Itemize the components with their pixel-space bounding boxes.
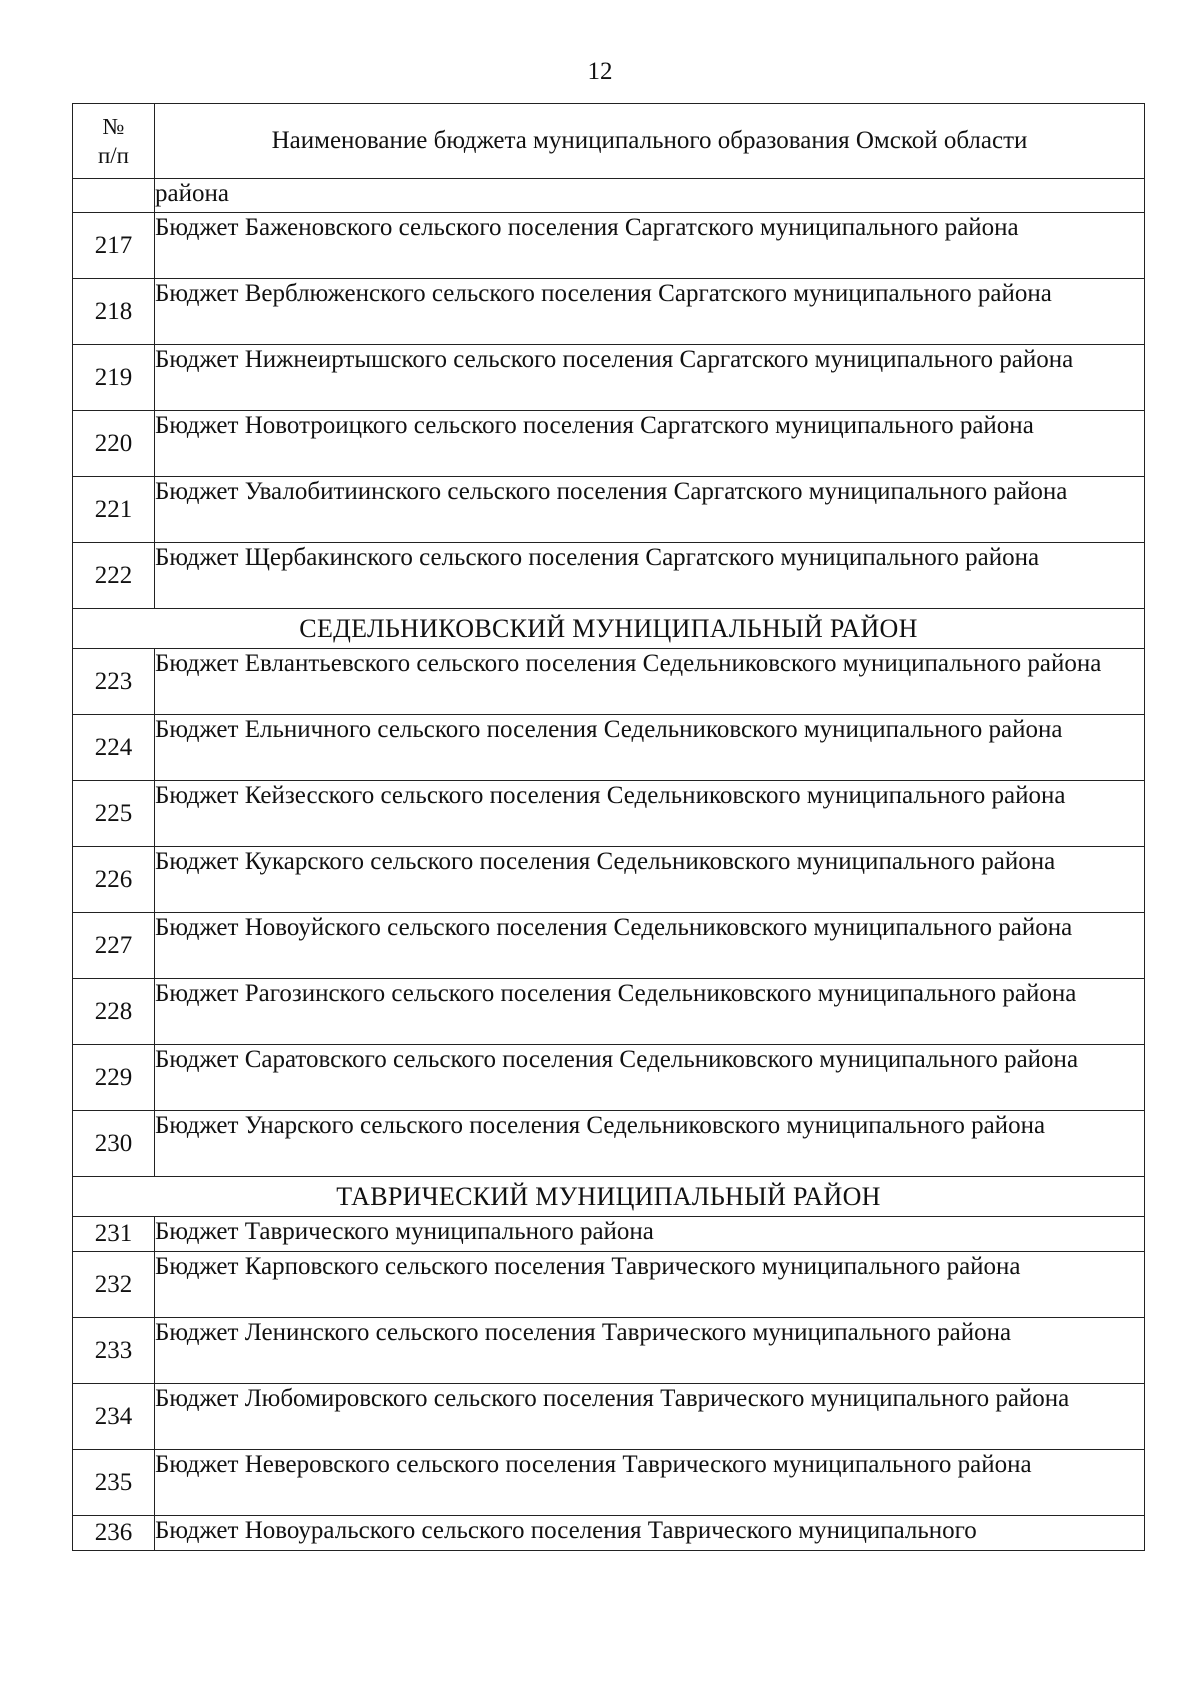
section-title: СЕДЕЛЬНИКОВСКИЙ МУНИЦИПАЛЬНЫЙ РАЙОН [73,609,1145,649]
budget-name: Бюджет Ельничного сельского поселения Седельниковского муниципального района [155,715,1145,781]
table-row [73,279,1145,345]
budget-name: Бюджет Евлантьевского сельского поселения Седельниковского муниципального района [155,649,1145,715]
row-number: 218 [73,279,155,345]
row-number: 217 [73,213,155,279]
budget-name: Бюджет Саратовского сельского поселения Седельниковского муниципального района [155,1045,1145,1111]
table-row [73,979,1145,1045]
table-row [73,1252,1145,1318]
budget-name: Бюджет Кукарского сельского поселения Седельниковского муниципального района [155,847,1145,913]
section-title: ТАВРИЧЕСКИЙ МУНИЦИПАЛЬНЫЙ РАЙОН [73,1177,1145,1217]
row-number: 227 [73,913,155,979]
budget-name: Бюджет Неверовского сельского поселения Таврического муниципального района [155,1450,1145,1516]
row-number: 235 [73,1450,155,1516]
budget-name: Бюджет Новотроицкого сельского поселения Саргатского муниципального района [155,411,1145,477]
column-header-name: Наименование бюджета муниципального образования Омской области [155,104,1145,179]
table-row [73,913,1145,979]
row-number: 223 [73,649,155,715]
table-row [73,477,1145,543]
budget-name: Бюджет Таврического муниципального района [155,1217,1145,1252]
row-number: 232 [73,1252,155,1318]
row-number: 233 [73,1318,155,1384]
continuation-number-cell [73,179,155,213]
budget-name: Бюджет Ленинского сельского поселения Таврического муниципального района [155,1318,1145,1384]
section-row [73,1177,1145,1217]
row-number: 221 [73,477,155,543]
table-row [73,213,1145,279]
continuation-text: района [155,179,1145,213]
table-row [73,1111,1145,1177]
table-row [73,1045,1145,1111]
table-row [73,847,1145,913]
table-row [73,1217,1145,1252]
row-number: 220 [73,411,155,477]
table-row [73,1450,1145,1516]
row-number: 236 [73,1516,155,1551]
budget-name: Бюджет Карповского сельского поселения Таврического муниципального района [155,1252,1145,1318]
section-row [73,609,1145,649]
page-number: 12 [587,58,613,85]
table-row [73,543,1145,609]
budget-name: Бюджет Новоуральского сельского поселения Таврического муниципального [155,1516,1145,1551]
continuation-row [73,179,1145,213]
row-number: 230 [73,1111,155,1177]
row-number: 229 [73,1045,155,1111]
budget-name: Бюджет Баженовского сельского поселения Саргатского муниципального района [155,213,1145,279]
budget-name: Бюджет Новоуйского сельского поселения Седельниковского муниципального района [155,913,1145,979]
budget-table [72,103,1145,1551]
table-body [73,179,1145,1551]
budget-name: Бюджет Верблюженского сельского поселения Саргатского муниципального района [155,279,1145,345]
budget-name: Бюджет Кейзесского сельского поселения Седельниковского муниципального района [155,781,1145,847]
row-number: 234 [73,1384,155,1450]
table-row [73,1384,1145,1450]
row-number: 225 [73,781,155,847]
table-row [73,411,1145,477]
column-header-number [73,104,155,179]
table-header-row [73,104,1145,179]
budget-name: Бюджет Щербакинского сельского поселения Саргатского муниципального района [155,543,1145,609]
table-row [73,649,1145,715]
budget-name: Бюджет Любомировского сельского поселения Таврического муниципального района [155,1384,1145,1450]
row-number: 228 [73,979,155,1045]
number-sign: № [102,114,125,139]
table-row [73,1516,1145,1551]
budget-name: Бюджет Рагозинского сельского поселения Седельниковского муниципального района [155,979,1145,1045]
row-number: 224 [73,715,155,781]
table-row [73,1318,1145,1384]
budget-name: Бюджет Увалобитиинского сельского поселения Саргатского муниципального района [155,477,1145,543]
table-row [73,715,1145,781]
budget-name: Бюджет Унарского сельского поселения Седельниковского муниципального района [155,1111,1145,1177]
row-number: 219 [73,345,155,411]
row-number: 226 [73,847,155,913]
budget-name: Бюджет Нижнеиртышского сельского поселения Саргатского муниципального района [155,345,1145,411]
row-number: 222 [73,543,155,609]
row-number: 231 [73,1217,155,1252]
table-row [73,345,1145,411]
table-row [73,781,1145,847]
number-abbrev: п/п [97,143,129,168]
